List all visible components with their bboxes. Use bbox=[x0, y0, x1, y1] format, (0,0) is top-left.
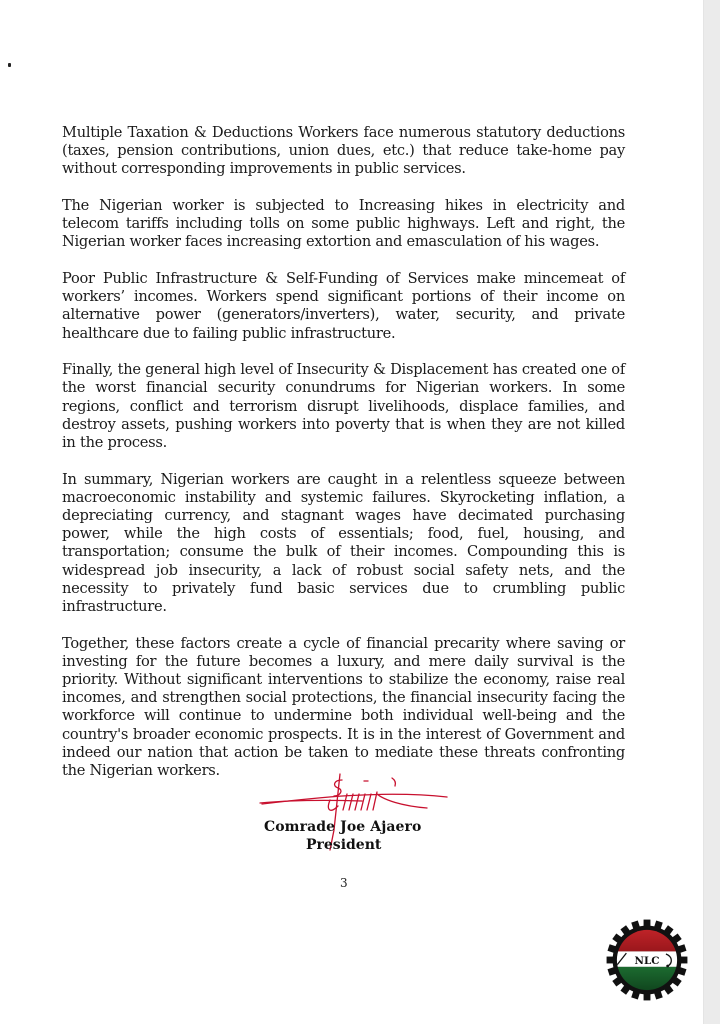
signature-block bbox=[222, 770, 482, 860]
paragraph-multiple-taxation: Multiple Taxation & Deductions Workers face numerous statutory deductions (taxes, pension contributions, union dues, etc.) that reduce take-home pay without corresponding improvements in public services. bbox=[62, 124, 625, 178]
paragraph-tariff-hikes: The Nigerian worker is subjected to Increasing hikes in electricity and telecom tariffs including tolls on some public highways. Left and right, the Nigerian worker faces increasing extortion and emasculation of his wages. bbox=[62, 197, 625, 251]
paragraph-conclusion: Together, these factors create a cycle of financial precarity where saving or investing for the future becomes a luxury, and mere daily survival is the priority. Without significant interventions to stabilize the economy, raise real incomes, and strengthen social protections, the financial insecurity facing the workforce will continue to undermine both individual well-being and the country's broader economic prospects. It is in the interest of Government and indeed our nation that action be taken to mediate these threats confronting the Nigerian workers. bbox=[62, 634, 625, 780]
logo-text: NLC bbox=[634, 954, 660, 967]
scan-speck bbox=[8, 63, 11, 67]
paragraph-public-infrastructure: Poor Public Infrastructure & Self-Funding of Services make mincemeat of workers’ incomes. Workers spend significant portions of their income on alternative power (generators/inverters), water, security, and private healthcare due to failing public infrastructure. bbox=[62, 270, 625, 342]
paragraph-summary: In summary, Nigerian workers are caught in a relentless squeeze between macroeconomic instability and systemic failures. Skyrocketing inflation, a depreciating currency, and stagnant wages have decimated purchasing power, while the high costs of essentials; food, fuel, housing, and transportation; consume the bulk of their incomes. Compounding this is widespread job insecurity, a lack of robust social safety nets, and the necessity to privately fund basic services due to crumbling public infrastructure. bbox=[62, 470, 625, 616]
body-text bbox=[62, 124, 625, 799]
gear-tooth bbox=[679, 957, 688, 964]
paragraph-insecurity: Finally, the general high level of Insecurity & Displacement has created one of the worst financial security conundrums for Nigerian workers. In some regions, conflict and terrorism disrupt livelihoods, displace families, and destroy assets, pushing workers into poverty that is when they are not killed in the process. bbox=[62, 361, 625, 452]
gear-tooth bbox=[607, 957, 616, 964]
signer-name: Comrade Joe Ajaero bbox=[264, 819, 422, 835]
page-number: 3 bbox=[340, 876, 348, 890]
nlc-gear-logo-icon bbox=[604, 917, 690, 1003]
gear-tooth bbox=[644, 920, 651, 929]
signer-title: President bbox=[306, 837, 382, 853]
gear-tooth bbox=[644, 992, 651, 1001]
